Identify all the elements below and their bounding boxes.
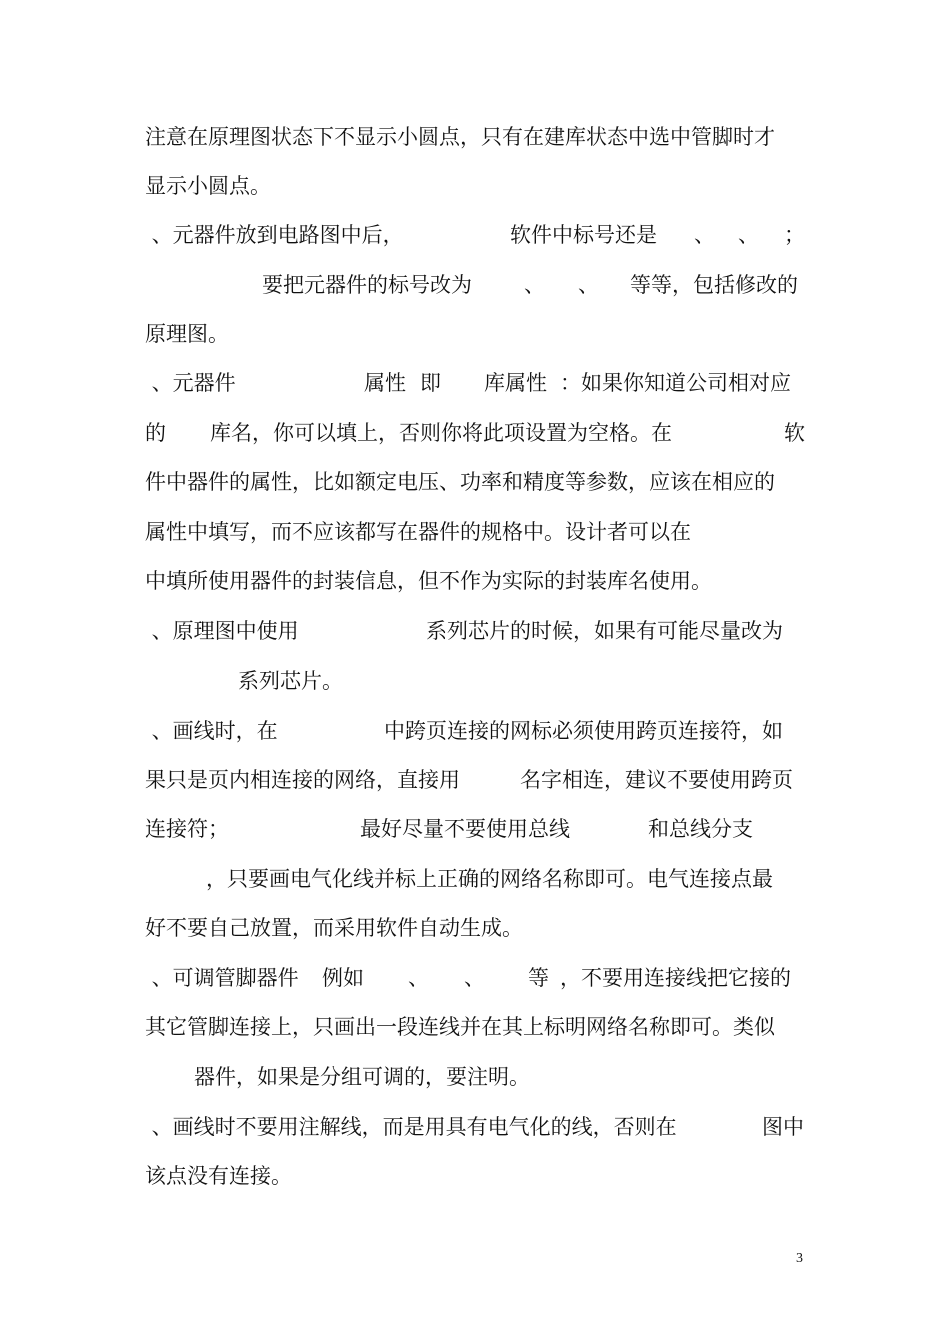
text-line: 、元器件放到电路图中后， — [145, 223, 404, 247]
text-line: 连接符； — [145, 817, 229, 841]
text-line: ：如果你知道公司相对应 — [560, 371, 791, 395]
text-line: 、 — [694, 223, 715, 247]
text-line: 、 — [524, 273, 545, 297]
text-line: 系列芯片。 — [238, 669, 343, 693]
text-line: 软件中标号还是 — [510, 223, 657, 247]
text-line: 、可调管脚器件 — [145, 966, 299, 990]
text-line: 属性 — [364, 371, 406, 395]
text-line: 库名，你可以填上，否则你将此项设置为空格。在 — [210, 421, 672, 445]
text-line: 的 — [145, 421, 166, 445]
text-line: ，只要画电气化线并标上正确的网络名称即可。电气连接点最 — [206, 867, 773, 891]
text-line: 名字相连，建议不要使用跨页 — [520, 768, 793, 792]
text-line: 库属性 — [484, 371, 547, 395]
text-line: 、画线时，在 — [145, 719, 278, 743]
text-line: 该点没有连接。 — [145, 1164, 292, 1188]
text-line: 件中器件的属性，比如额定电压、功率和精度等参数，应该在相应的 — [145, 470, 775, 494]
text-line: 、 — [738, 223, 759, 247]
page-number: 3 — [796, 1251, 803, 1266]
text-line: 等 — [528, 966, 549, 990]
text-line: 系列芯片的时候，如果有可能尽量改为 — [426, 619, 783, 643]
text-line: 要把元器件的标号改为 — [262, 273, 472, 297]
text-line: 例如 — [322, 966, 364, 990]
text-line: 图中 — [762, 1115, 804, 1139]
text-line: 中跨页连接的网标必须使用跨页连接符，如 — [384, 719, 783, 743]
text-line: 原理图。 — [145, 322, 229, 346]
text-line: 注意在原理图状态下不显示小圆点，只有在建库状态中选中管脚时才 — [145, 125, 775, 149]
text-line: 、原理图中使用 — [145, 619, 299, 643]
text-line: 、 — [464, 966, 485, 990]
text-line: 器件，如果是分组可调的，要注明。 — [194, 1065, 530, 1089]
text-line: 最好尽量不要使用总线 — [360, 817, 570, 841]
text-line: 、画线时不要用注解线，而是用具有电气化的线，否则在 — [145, 1115, 677, 1139]
text-line: 好不要自己放置，而采用软件自动生成。 — [145, 916, 523, 940]
text-line: 属性中填写，而不应该都写在器件的规格中。设计者可以在 — [145, 520, 691, 544]
text-line: ； — [784, 223, 805, 247]
text-line: 中填所使用器件的封装信息，但不作为实际的封装库名使用。 — [145, 569, 712, 593]
text-line: 其它管脚连接上，只画出一段连线并在其上标明网络名称即可。类似 — [145, 1015, 775, 1039]
text-line: 、 — [408, 966, 429, 990]
text-line: 、元器件 — [145, 371, 236, 395]
text-line: 等等，包括修改的 — [630, 273, 798, 297]
text-line: 果只是页内相连接的网络，直接用 — [145, 768, 460, 792]
text-line: 即 — [420, 371, 441, 395]
text-line: 显示小圆点。 — [145, 174, 271, 198]
text-line: 、 — [578, 273, 599, 297]
text-line: 和总线分支 — [648, 817, 753, 841]
text-line: 软 — [784, 421, 805, 445]
text-line: ，不要用连接线把它接的 — [560, 966, 791, 990]
